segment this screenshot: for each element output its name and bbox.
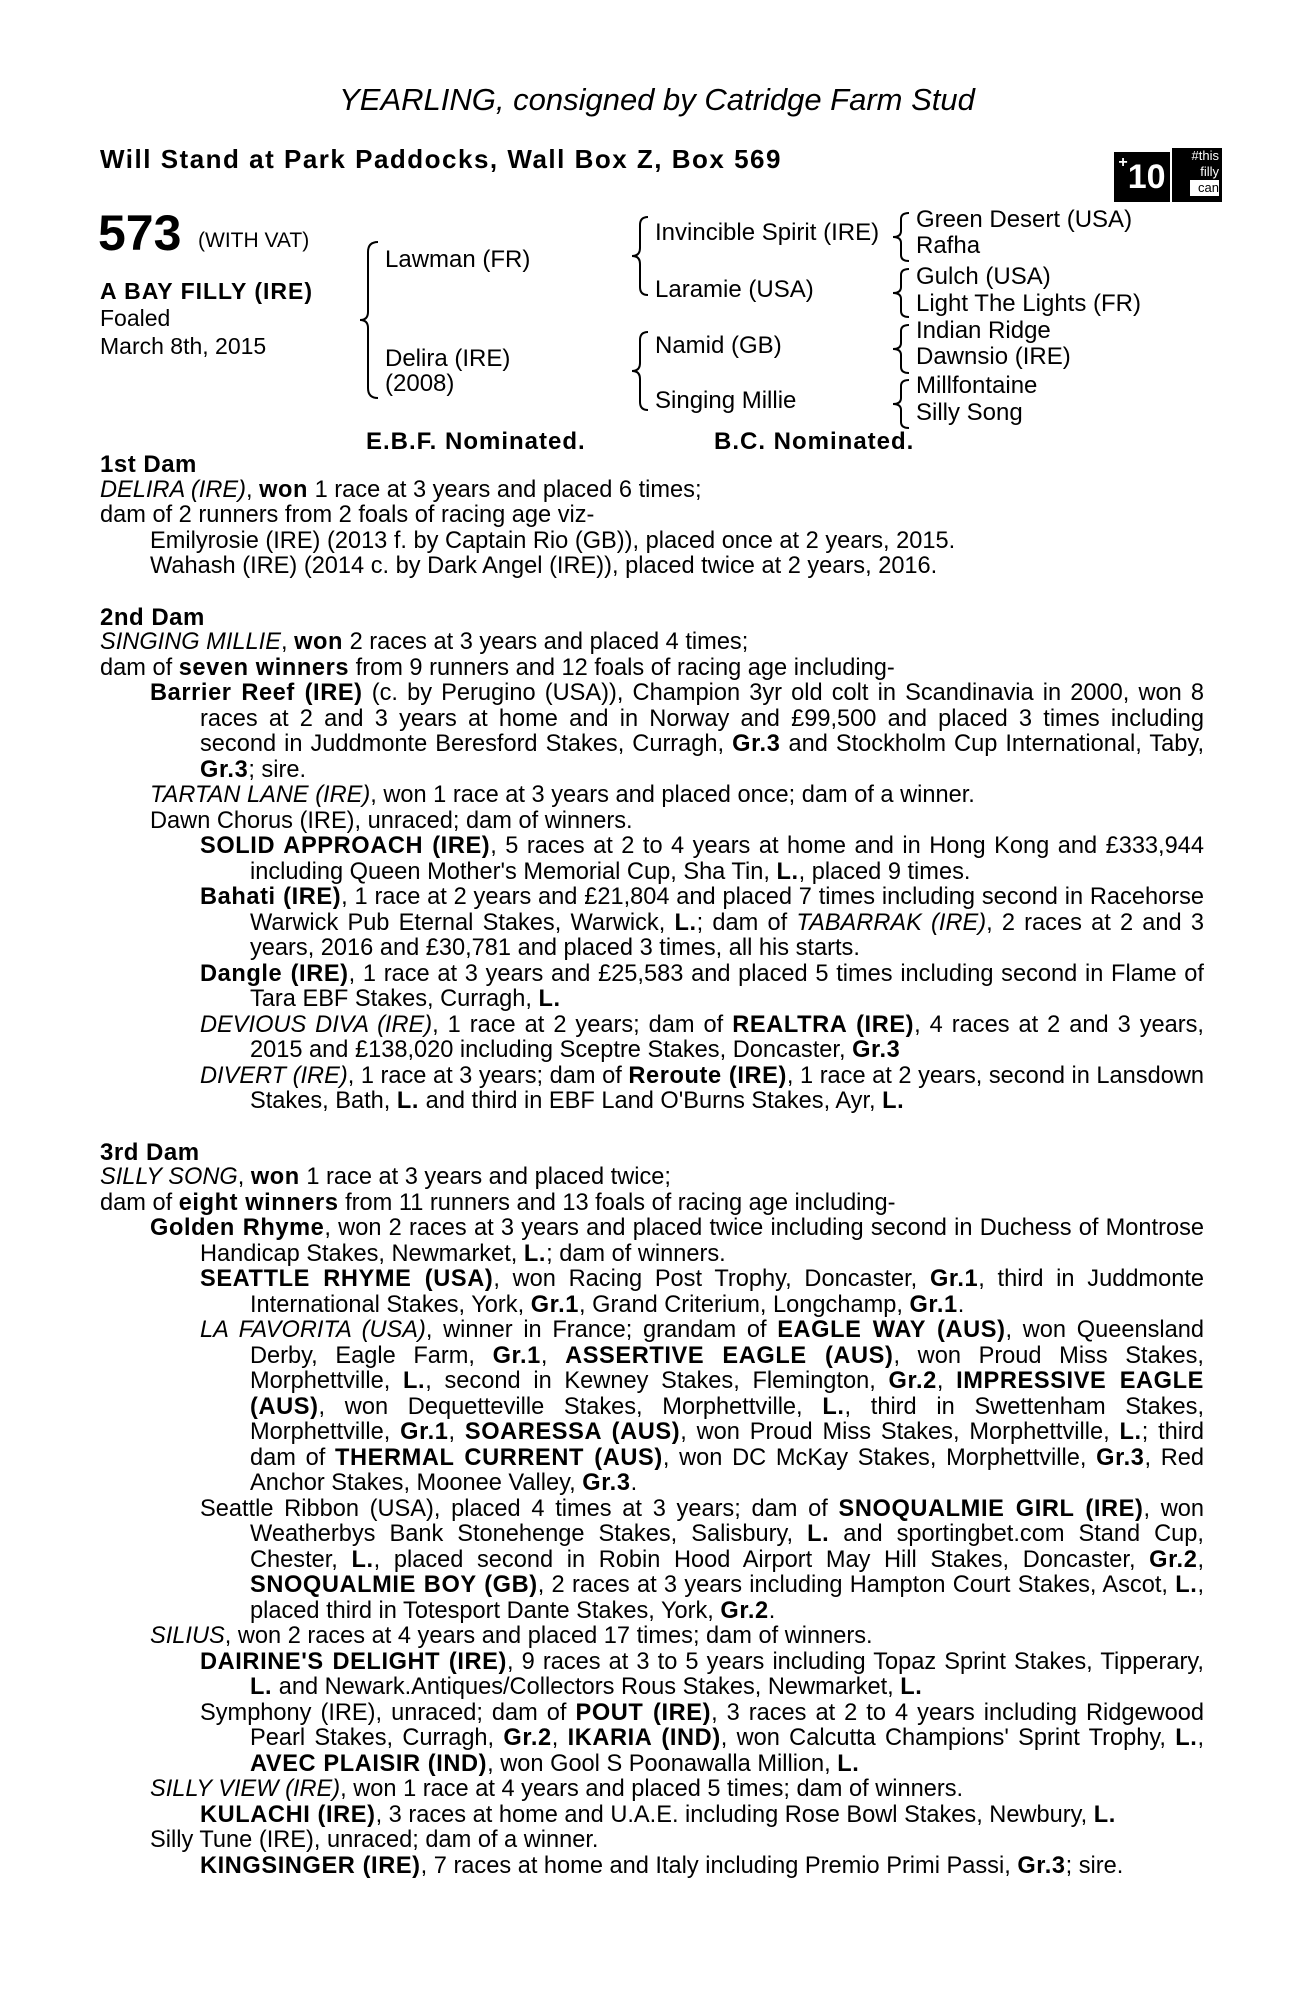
third-dam-summary: SILLY SONG, won 1 race at 3 years and placed twice; <box>100 1164 671 1190</box>
pedigree-sire: Lawman (FR) <box>385 246 531 273</box>
entry-solid-approach: SOLID APPROACH (IRE), 5 races at 2 to 4 years at home and in Hong Kong and £333,944 including Queen Mother's Memorial Cup, Sha Tin, L., placed 9 times. <box>200 833 1204 885</box>
entry-divert: DIVERT (IRE), 1 race at 3 years; dam of Reroute (IRE), 1 race at 2 years, second in Lansdown Stakes, Bath, L. and third in EBF Land O'Burns Stakes, Ayr, L. <box>200 1062 1204 1114</box>
foaled-label: Foaled <box>100 305 171 331</box>
entry-symphony: Symphony (IRE), unraced; dam of POUT (IRE), 3 races at 2 to 4 years including Ridgewood Pearl Stakes, Curragh, Gr.2, IKARIA (IND), won Calcutta Champions' Sprint Trophy, L., AVEC PLAISIR (IND), won Gool S Poonawalla Million, L. <box>200 1699 1204 1777</box>
pedigree-dam-dam: Singing Millie <box>655 387 797 414</box>
entry-bahati: Bahati (IRE), 1 race at 2 years and £21,804 and placed 7 times including second in Racehorse Warwick Pub Eternal Stakes, Warwick, L.; dam of TABARRAK (IRE), 2 races at 2 and 3 years, 2016 and £30,781 and placed 3 times, all his starts. <box>200 884 1204 961</box>
second-dam-heading: 2nd Dam <box>100 603 205 631</box>
pedigree-g3: Gulch (USA) <box>916 263 1051 290</box>
entry-silius: SILIUS, won 2 races at 4 years and placed 17 times; dam of winners. <box>150 1623 873 1649</box>
lot-number: 573 <box>98 205 182 261</box>
pedigree-g1: Green Desert (USA) <box>916 206 1133 233</box>
vat-note: (WITH VAT) <box>198 229 310 252</box>
foaled-date: March 8th, 2015 <box>100 333 267 359</box>
ten-text: 10 <box>1127 158 1166 196</box>
ebf-nominated: E.B.F. Nominated. <box>366 428 586 455</box>
pedigree-sire-sire: Invincible Spirit (IRE) <box>655 219 880 246</box>
entry-dairines-delight: DAIRINE'S DELIGHT (IRE), 9 races at 3 to 5 years including Topaz Sprint Stakes, Tipperary, L. and Newark.Antiques/Collectors Rous Stakes, Newmarket, L. <box>200 1648 1204 1700</box>
entry-silly-tune: Silly Tune (IRE), unraced; dam of a winner. <box>150 1827 599 1853</box>
logo-line-2: filly <box>1200 164 1219 179</box>
entry-la-favorita: LA FAVORITA (USA), winner in France; grandam of EAGLE WAY (AUS), won Queensland Derby, Eagle Farm, Gr.1, ASSERTIVE EAGLE (AUS), won Proud Miss Stakes, Morphettville, L., second in Kewney Stakes, Flemington, Gr.2, IMPRESSIVE EAGLE (AUS), won Dequetteville Stakes, Morphettville, L., third in Swettenham Stakes, Morphettville, Gr.1, SOARESSA (AUS), won Proud Miss Stakes, Morphettville, L.; third dam of THERMAL CURRENT (AUS), won DC McKay Stakes, Morphettville, Gr.3, Red Anchor Stakes, Moonee Valley, Gr.3. <box>200 1317 1205 1496</box>
this-filly-can-tag <box>1172 148 1222 202</box>
entry-tartan-lane: TARTAN LANE (IRE), won 1 race at 3 years and placed once; dam of a winner. <box>150 782 975 808</box>
first-dam-progeny-2: Wahash (IRE) (2014 c. by Dark Angel (IRE)), placed twice at 2 years, 2016. <box>150 553 938 579</box>
third-dam-heading: 3rd Dam <box>100 1138 200 1166</box>
consignment-line: YEARLING, consigned by Catridge Farm Stud <box>339 82 975 117</box>
entry-kulachi: KULACHI (IRE), 3 races at home and U.A.E. including Rose Bowl Stakes, Newbury, L. <box>200 1801 1116 1828</box>
pedigree-sire-dam: Laramie (USA) <box>655 276 814 303</box>
pedigree-bracket-g1 <box>893 211 911 263</box>
entry-seattle-ribbon: Seattle Ribbon (USA), placed 4 times at 3 years; dam of SNOQUALMIE GIRL (IRE), won Weatherbys Bank Stonehenge Stakes, Salisbury, L. and sportingbet.com Stand Cup, Chester, L., placed second in Robin Hood Airport May Hill Stakes, Doncaster, Gr.2, SNOQUALMIE BOY (GB), 2 races at 3 years including Hampton Court Stakes, Ascot, L., placed third in Totesport Dante Stakes, York, Gr.2. <box>200 1495 1204 1624</box>
bc-nominated: B.C. Nominated. <box>714 428 915 455</box>
entry-dawn-chorus: Dawn Chorus (IRE), unraced; dam of winners. <box>150 807 633 834</box>
pedigree-bracket-g4 <box>893 378 911 430</box>
pedigree-g4: Light The Lights (FR) <box>916 290 1141 317</box>
pedigree-dam-year: (2008) <box>385 370 455 397</box>
plus-ten-badge: +10 <box>1114 152 1170 202</box>
entry-dangle: Dangle (IRE), 1 race at 3 years and £25,583 and placed 5 times including second in Flame of Tara EBF Stakes, Curragh, L. <box>200 960 1204 1012</box>
pedigree-bracket-sire <box>632 215 650 297</box>
entry-silly-view: SILLY VIEW (IRE), won 1 race at 4 years and placed 5 times; dam of winners. <box>150 1776 964 1802</box>
pedigree-bracket-g2 <box>893 267 911 319</box>
entry-seattle-rhyme: SEATTLE RHYME (USA), won Racing Post Trophy, Doncaster, Gr.1, third in Juddmonte International Stakes, York, Gr.1, Grand Criterium, Longchamp, Gr.1. <box>200 1266 1205 1318</box>
first-dam-heading: 1st Dam <box>100 451 197 478</box>
pedigree-bracket-main <box>360 240 380 400</box>
logo-line-1: #this <box>1191 148 1219 163</box>
pedigree-bracket-dam <box>632 330 650 412</box>
pedigree-g2: Rafha <box>916 232 981 259</box>
pedigree-g7: Millfontaine <box>916 372 1038 399</box>
first-dam-progeny-1: Emilyrosie (IRE) (2013 f. by Captain Rio (GB)), placed once at 2 years, 2015. <box>150 527 956 554</box>
catalogue-body <box>100 452 1204 1879</box>
pedigree-g8: Silly Song <box>916 399 1023 426</box>
pedigree-bracket-g3 <box>893 323 911 375</box>
pedigree-dam-sire: Namid (GB) <box>655 332 782 359</box>
first-dam-summary: DELIRA (IRE), won 1 race at 3 years and placed 6 times; <box>100 476 702 503</box>
entry-golden-rhyme: Golden Rhyme, won 2 races at 3 years and placed twice including second in Duchess of Montrose Handicap Stakes, Newmarket, L.; dam of winners. <box>150 1215 1204 1267</box>
pedigree-g6: Dawnsio (IRE) <box>916 343 1071 370</box>
stand-location: Will Stand at Park Paddocks, Wall Box Z, Box 569 <box>100 144 782 174</box>
foaled-block <box>100 304 266 360</box>
lot-title: A BAY FILLY (IRE) <box>100 278 313 304</box>
second-dam-produce: dam of seven winners from 9 runners and 12 foals of racing age including- <box>100 654 895 681</box>
entry-devious-diva: DEVIOUS DIVA (IRE), 1 race at 2 years; dam of REALTRA (IRE), 4 races at 2 and 3 years, 2015 and £138,020 including Sceptre Stakes, Doncaster, Gr.3 <box>200 1011 1204 1063</box>
pedigree-g5: Indian Ridge <box>916 317 1051 344</box>
second-dam-summary: SINGING MILLIE, won 2 races at 3 years and placed 4 times; <box>100 629 749 655</box>
entry-barrier-reef: Barrier Reef (IRE) (c. by Perugino (USA)), Champion 3yr old colt in Scandinavia in 2000, won 8 races at 2 and 3 years at home and in Norway and £99,500 and placed 3 times including second in Juddmonte Beresford Stakes, Curragh, Gr.3 and Stockholm Cup International, Taby, Gr.3; sire. <box>150 680 1204 783</box>
pedigree-dam: Delira (IRE) <box>385 345 511 372</box>
logo-line-3: can <box>1190 180 1219 196</box>
entry-kingsinger: KINGSINGER (IRE), 7 races at home and Italy including Premio Primi Passi, Gr.3; sire. <box>200 1852 1124 1879</box>
this-filly-can-logo <box>1114 148 1222 204</box>
third-dam-produce: dam of eight winners from 11 runners and 13 foals of racing age including- <box>100 1189 896 1216</box>
first-dam-produce: dam of 2 runners from 2 foals of racing age viz- <box>100 502 595 528</box>
